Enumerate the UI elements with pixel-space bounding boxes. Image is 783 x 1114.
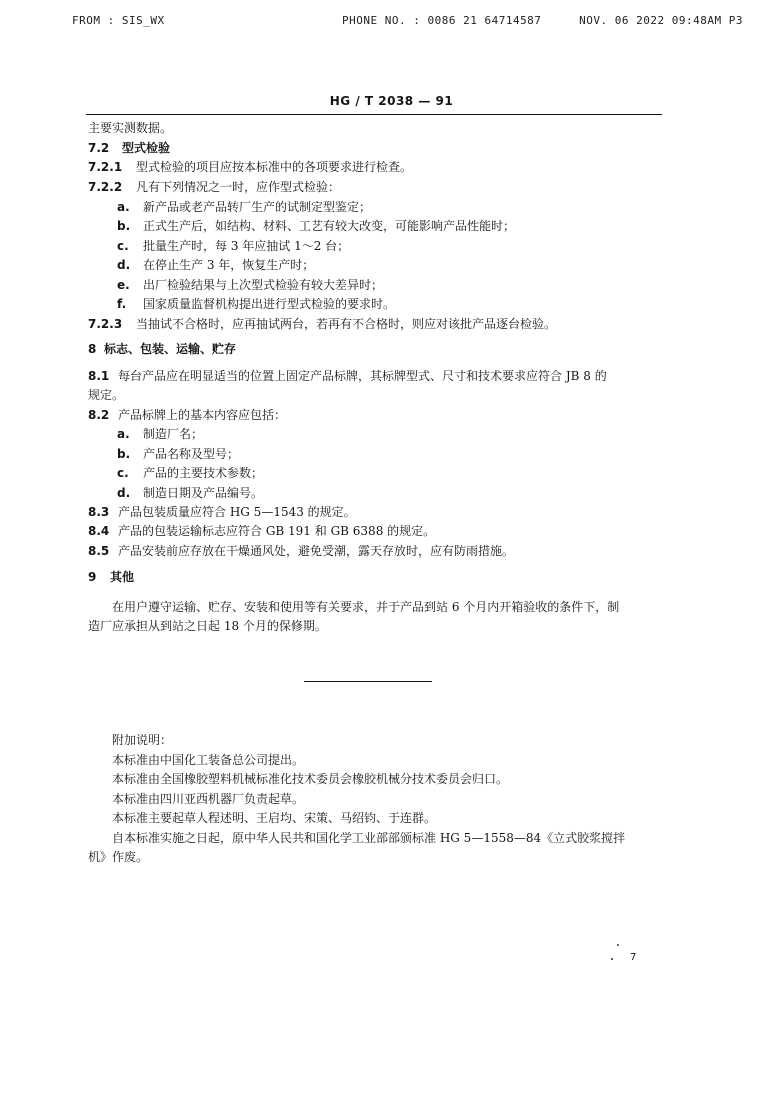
appendix-line: 本标准由四川亚西机器厂负责起草。 xyxy=(112,792,305,806)
list-item xyxy=(117,218,515,234)
section-number: 7.2 xyxy=(88,141,110,155)
paragraph-line: 在用户遵守运输、贮存、安装和使用等有关要求，并于产品到站 6 个月内开箱验收的条件下，制 xyxy=(112,600,620,614)
appendix-line: 机》作废。 xyxy=(88,850,149,864)
end-rule xyxy=(304,681,432,682)
standard-code: HG / T 2038 — 91 xyxy=(329,94,454,108)
item-letter: f. xyxy=(117,297,127,311)
list-item xyxy=(117,199,371,215)
clause-text: 产品标牌上的基本内容应包括： xyxy=(118,408,287,422)
item-text: 新产品或老产品转厂生产的试制定型鉴定； xyxy=(143,200,372,214)
clause-text: 产品的包装运输标志应符合 GB 191 和 GB 6388 的规定。 xyxy=(118,524,436,538)
clause-number: 8.1 xyxy=(88,369,110,383)
item-text: 制造日期及产品编号。 xyxy=(143,486,264,500)
item-letter: c. xyxy=(117,239,129,253)
section-7-2 xyxy=(88,140,170,156)
list-item xyxy=(117,277,383,293)
item-text: 制造厂名； xyxy=(143,427,204,441)
page-number: 7 xyxy=(630,952,637,963)
item-letter: d. xyxy=(117,486,131,500)
continued-line: 主要实测数据。 xyxy=(88,121,173,135)
clause-7-2-2 xyxy=(88,179,340,195)
clause-7-2-1 xyxy=(88,159,412,175)
section-title: 其他 xyxy=(110,570,135,584)
section-9 xyxy=(88,569,134,585)
clause-text: 产品安装前应存放在干燥通风处，避免受潮，露天存放时，应有防雨措施。 xyxy=(118,544,515,558)
appendix-line: 本标准由全国橡胶塑料机械标准化技术委员会橡胶机械分技术委员会归口。 xyxy=(112,772,509,786)
item-letter: b. xyxy=(117,447,131,461)
list-item xyxy=(117,426,203,442)
header-rule xyxy=(86,114,662,115)
item-letter: b. xyxy=(117,219,131,233)
clause-number: 8.3 xyxy=(88,505,110,519)
clause-number: 8.4 xyxy=(88,524,110,538)
clause-text: 型式检验的项目应按本标准中的各项要求进行检查。 xyxy=(136,160,413,174)
item-text: 产品的主要技术参数； xyxy=(143,466,264,480)
clause-text: 凡有下列情况之一时，应作型式检验： xyxy=(136,180,341,194)
list-item xyxy=(117,238,349,254)
item-letter: a. xyxy=(117,200,130,214)
section-title: 标志、包装、运输、贮存 xyxy=(104,342,237,356)
clause-number: 8.5 xyxy=(88,544,110,558)
section-8 xyxy=(88,341,236,357)
appendix-title: 附加说明： xyxy=(112,733,173,747)
fax-date: NOV. 06 2022 09:48AM P3 xyxy=(579,14,743,27)
clause-8-1 xyxy=(88,368,607,384)
item-text: 批量生产时，每 3 年应抽试 1～2 台； xyxy=(143,239,350,253)
clause-text: 当抽试不合格时，应再抽试两台，若再有不合格时，则应对该批产品逐台检验。 xyxy=(136,317,557,331)
clause-8-2 xyxy=(88,407,286,423)
fax-header xyxy=(72,14,743,30)
clause-text: 每台产品应在明显适当的位置上固定产品标牌，其标牌型式、尺寸和技术要求应符合 JB 8 的 xyxy=(118,369,607,383)
item-text: 国家质量监督机构提出进行型式检验的要求时。 xyxy=(143,297,396,311)
section-number: 9 xyxy=(88,570,97,584)
item-letter: d. xyxy=(117,258,131,272)
clause-continuation: 规定。 xyxy=(88,388,125,402)
clause-text: 产品包装质量应符合 HG 5—1543 的规定。 xyxy=(118,505,356,519)
clause-number: 8.2 xyxy=(88,408,110,422)
scan-speck xyxy=(617,944,619,946)
clause-8-5 xyxy=(88,543,514,559)
fax-phone: PHONE NO. : 0086 21 64714587 xyxy=(342,14,542,27)
appendix-line: 本标准由中国化工装备总公司提出。 xyxy=(112,753,305,767)
appendix-line: 自本标准实施之日起，原中华人民共和国化学工业部部颁标准 HG 5—1558—84《立式胶浆搅拌 xyxy=(112,831,626,845)
list-item xyxy=(117,446,239,462)
list-item xyxy=(117,485,263,501)
clause-number: 7.2.2 xyxy=(88,180,123,194)
item-letter: c. xyxy=(117,466,129,480)
clause-8-4 xyxy=(88,523,435,539)
item-text: 产品名称及型号； xyxy=(143,447,240,461)
clause-8-3 xyxy=(88,504,356,520)
item-text: 在停止生产 3 年，恢复生产时； xyxy=(143,258,315,272)
fax-from: FROM : SIS_WX xyxy=(72,14,165,27)
item-text: 正式生产后，如结构、材料、工艺有较大改变，可能影响产品性能时； xyxy=(143,219,516,233)
item-letter: a. xyxy=(117,427,130,441)
scan-speck xyxy=(611,958,613,960)
paragraph-line: 造厂应承担从到站之日起 18 个月的保修期。 xyxy=(88,619,327,633)
section-title: 型式检验 xyxy=(122,141,171,155)
list-item xyxy=(117,257,314,273)
item-text: 出厂检验结果与上次型式检验有较大差异时； xyxy=(143,278,384,292)
list-item xyxy=(117,296,395,312)
list-item xyxy=(117,465,263,481)
appendix-line: 本标准主要起草人程述明、王启均、宋策、马绍钧、于连群。 xyxy=(112,811,437,825)
clause-7-2-3 xyxy=(88,316,556,332)
section-number: 8 xyxy=(88,342,97,356)
clause-number: 7.2.1 xyxy=(88,160,123,174)
clause-number: 7.2.3 xyxy=(88,317,123,331)
item-letter: e. xyxy=(117,278,130,292)
